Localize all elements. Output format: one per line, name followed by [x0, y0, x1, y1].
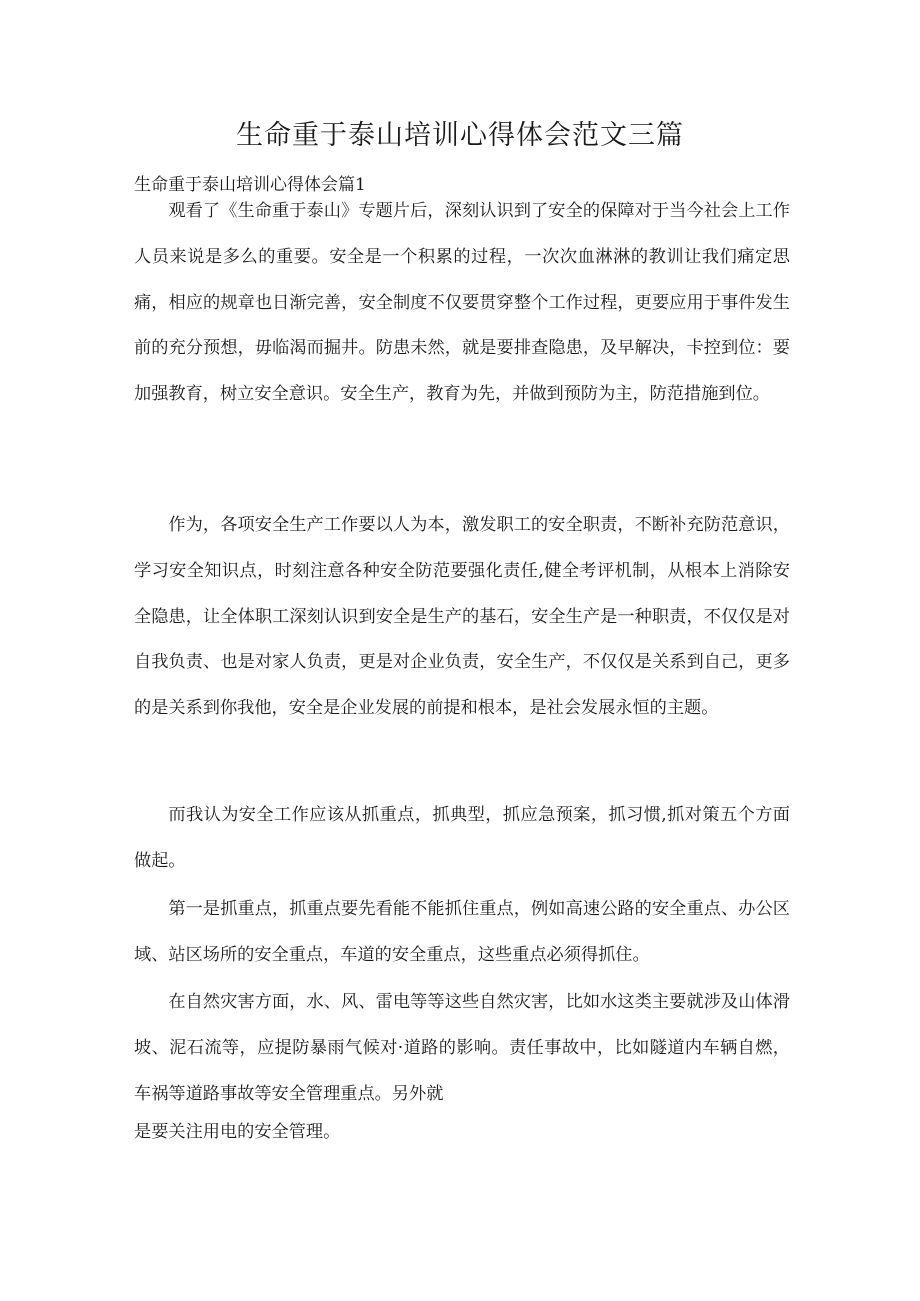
trailing-line: 是要关注用电的安全管理。 [134, 1122, 341, 1142]
section-heading: 生命重于泰山培训心得体会篇1 [134, 175, 366, 195]
paragraph-1: 观看了《生命重于泰山》专题片后，深刻认识到了安全的保障对于当今社会上工作人员来说是多么的重要。安全是一个积累的过程，一次次血淋淋的教训让我们痛定思痛，相应的规章也日渐完善，安全制度不仅要贯穿整个工作过程，更要应用于事件发生前的充分预想，毋临渴而掘井。防患未然，就是要排查隐患，及早解决，卡控到位：要加强教育，树立安全意识。安全生产，教育为先，并做到预防为主，防范措施到位。 [134, 201, 790, 405]
paragraph-5: 在自然灾害方面，水、风、雷电等等这些自然灾害，比如水这类主要就涉及山体滑坡、泥石流等，应提防暴雨气候对·道路的影响。责任事故中，比如隧道内车辆自燃，车祸等道路事故等安全管理重点。另外就 [134, 992, 790, 1104]
paragraph-4: 第一是抓重点，抓重点要先看能不能抓住重点，例如高速公路的安全重点、办公区域、站区场所的安全重点，车道的安全重点，这些重点必须得抓住。 [134, 899, 790, 965]
paragraph-3: 而我认为安全工作应该从抓重点，抓典型，抓应急预案，抓习惯,抓对策五个方面做起。 [134, 805, 790, 871]
paragraph-2: 作为，各项安全生产工作要以人为本，激发职工的安全职责，不断补充防范意识，学习安全知识点，时刻注意各种安全防范要强化责任,健全考评机制，从根本上消除安全隐患，让全体职工深刻认识到安全是生产的基石，安全生产是一种职责，不仅仅是对自我负责、也是对家人负责，更是对企业负责，安全生产，不仅仅是关系到自己，更多的是关系到你我他，安全是企业发展的前提和根本，是社会发展永恒的主题。 [134, 515, 790, 719]
document-title: 生命重于泰山培训心得体会范文三篇 [236, 120, 684, 151]
